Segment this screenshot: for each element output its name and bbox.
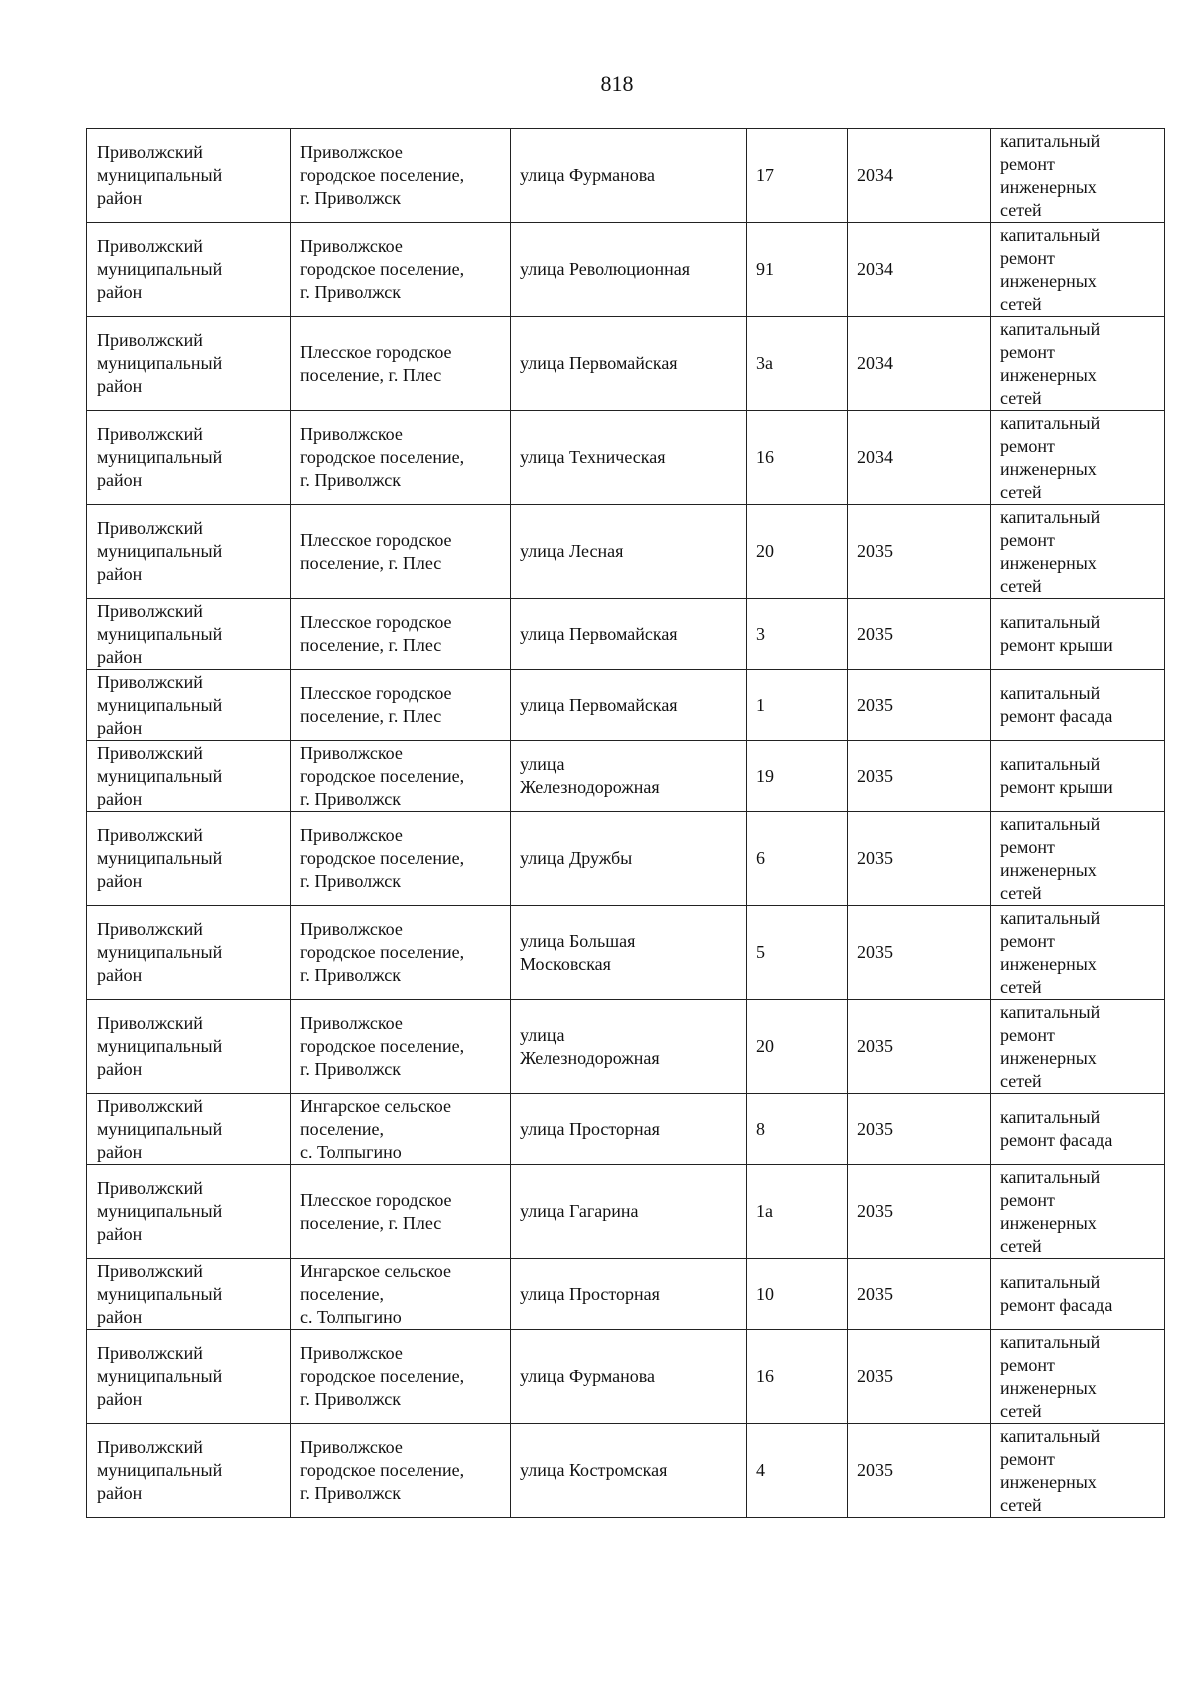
district-cell: Приволжский муниципальный район: [87, 741, 291, 812]
table-row: [87, 1165, 1165, 1259]
district-cell: Приволжский муниципальный район: [87, 505, 291, 599]
street-cell: улица Просторная: [511, 1259, 747, 1330]
settlement-cell: Плесское городское поселение, г. Плес: [291, 670, 511, 741]
district-cell: Приволжский муниципальный район: [87, 317, 291, 411]
repair-schedule-table: [86, 128, 1165, 1518]
house-number-cell: 8: [747, 1094, 848, 1165]
year-cell: 2035: [848, 505, 991, 599]
district-cell: Приволжский муниципальный район: [87, 129, 291, 223]
year-cell: 2035: [848, 599, 991, 670]
street-cell: улица Фурманова: [511, 1330, 747, 1424]
work-type-cell: капитальный ремонт крыши: [991, 599, 1165, 670]
house-number-cell: 1: [747, 670, 848, 741]
table-row: [87, 505, 1165, 599]
work-type-cell: капитальный ремонт фасада: [991, 1094, 1165, 1165]
settlement-cell: Приволжское городское поселение, г. Приволжск: [291, 1330, 511, 1424]
table-row: [87, 1424, 1165, 1518]
work-type-cell: капитальный ремонт инженерных сетей: [991, 906, 1165, 1000]
settlement-cell: Приволжское городское поселение, г. Приволжск: [291, 1424, 511, 1518]
year-cell: 2035: [848, 1259, 991, 1330]
settlement-cell: Приволжское городское поселение, г. Приволжск: [291, 906, 511, 1000]
house-number-cell: 3а: [747, 317, 848, 411]
house-number-cell: 6: [747, 812, 848, 906]
table-row: [87, 129, 1165, 223]
house-number-cell: 4: [747, 1424, 848, 1518]
year-cell: 2035: [848, 670, 991, 741]
settlement-cell: Приволжское городское поселение, г. Приволжск: [291, 223, 511, 317]
street-cell: улица Дружбы: [511, 812, 747, 906]
work-type-cell: капитальный ремонт инженерных сетей: [991, 223, 1165, 317]
year-cell: 2035: [848, 906, 991, 1000]
district-cell: Приволжский муниципальный район: [87, 1259, 291, 1330]
street-cell: улица Просторная: [511, 1094, 747, 1165]
table-row: [87, 906, 1165, 1000]
house-number-cell: 19: [747, 741, 848, 812]
house-number-cell: 20: [747, 1000, 848, 1094]
year-cell: 2035: [848, 1094, 991, 1165]
street-cell: улица Техническая: [511, 411, 747, 505]
settlement-cell: Приволжское городское поселение, г. Приволжск: [291, 411, 511, 505]
settlement-cell: Плесское городское поселение, г. Плес: [291, 505, 511, 599]
year-cell: 2034: [848, 129, 991, 223]
street-cell: улица Железнодорожная: [511, 741, 747, 812]
district-cell: Приволжский муниципальный район: [87, 411, 291, 505]
work-type-cell: капитальный ремонт инженерных сетей: [991, 505, 1165, 599]
table-row: [87, 599, 1165, 670]
street-cell: улица Первомайская: [511, 670, 747, 741]
district-cell: Приволжский муниципальный район: [87, 1094, 291, 1165]
year-cell: 2035: [848, 812, 991, 906]
work-type-cell: капитальный ремонт инженерных сетей: [991, 411, 1165, 505]
work-type-cell: капитальный ремонт инженерных сетей: [991, 1165, 1165, 1259]
year-cell: 2034: [848, 223, 991, 317]
street-cell: улица Первомайская: [511, 317, 747, 411]
year-cell: 2034: [848, 411, 991, 505]
district-cell: Приволжский муниципальный район: [87, 599, 291, 670]
house-number-cell: 10: [747, 1259, 848, 1330]
work-type-cell: капитальный ремонт инженерных сетей: [991, 812, 1165, 906]
settlement-cell: Приволжское городское поселение, г. Приволжск: [291, 741, 511, 812]
settlement-cell: Приволжское городское поселение, г. Приволжск: [291, 812, 511, 906]
house-number-cell: 20: [747, 505, 848, 599]
street-cell: улица Революционная: [511, 223, 747, 317]
table-row: [87, 1259, 1165, 1330]
district-cell: Приволжский муниципальный район: [87, 1424, 291, 1518]
work-type-cell: капитальный ремонт инженерных сетей: [991, 317, 1165, 411]
table-row: [87, 1000, 1165, 1094]
table-row: [87, 1330, 1165, 1424]
district-cell: Приволжский муниципальный район: [87, 812, 291, 906]
page-number: 818: [600, 71, 634, 96]
house-number-cell: 91: [747, 223, 848, 317]
district-cell: Приволжский муниципальный район: [87, 223, 291, 317]
house-number-cell: 3: [747, 599, 848, 670]
settlement-cell: Приволжское городское поселение, г. Приволжск: [291, 129, 511, 223]
house-number-cell: 5: [747, 906, 848, 1000]
house-number-cell: 17: [747, 129, 848, 223]
street-cell: улица Фурманова: [511, 129, 747, 223]
settlement-cell: Приволжское городское поселение, г. Приволжск: [291, 1000, 511, 1094]
house-number-cell: 1а: [747, 1165, 848, 1259]
table-row: [87, 741, 1165, 812]
year-cell: 2035: [848, 1330, 991, 1424]
settlement-cell: Плесское городское поселение, г. Плес: [291, 317, 511, 411]
work-type-cell: капитальный ремонт крыши: [991, 741, 1165, 812]
table-row: [87, 317, 1165, 411]
district-cell: Приволжский муниципальный район: [87, 670, 291, 741]
house-number-cell: 16: [747, 411, 848, 505]
district-cell: Приволжский муниципальный район: [87, 1330, 291, 1424]
street-cell: улица Первомайская: [511, 599, 747, 670]
table-row: [87, 223, 1165, 317]
work-type-cell: капитальный ремонт фасада: [991, 670, 1165, 741]
house-number-cell: 16: [747, 1330, 848, 1424]
year-cell: 2035: [848, 1000, 991, 1094]
settlement-cell: Ингарское сельское поселение, с. Толпыгино: [291, 1259, 511, 1330]
table-row: [87, 1094, 1165, 1165]
table-row: [87, 670, 1165, 741]
settlement-cell: Ингарское сельское поселение, с. Толпыгино: [291, 1094, 511, 1165]
street-cell: улица Большая Московская: [511, 906, 747, 1000]
work-type-cell: капитальный ремонт инженерных сетей: [991, 1000, 1165, 1094]
year-cell: 2035: [848, 1424, 991, 1518]
settlement-cell: Плесское городское поселение, г. Плес: [291, 1165, 511, 1259]
street-cell: улица Лесная: [511, 505, 747, 599]
work-type-cell: капитальный ремонт фасада: [991, 1259, 1165, 1330]
district-cell: Приволжский муниципальный район: [87, 1000, 291, 1094]
work-type-cell: капитальный ремонт инженерных сетей: [991, 1424, 1165, 1518]
table-row: [87, 812, 1165, 906]
district-cell: Приволжский муниципальный район: [87, 906, 291, 1000]
street-cell: улица Железнодорожная: [511, 1000, 747, 1094]
year-cell: 2035: [848, 741, 991, 812]
street-cell: улица Гагарина: [511, 1165, 747, 1259]
street-cell: улица Костромская: [511, 1424, 747, 1518]
year-cell: 2035: [848, 1165, 991, 1259]
district-cell: Приволжский муниципальный район: [87, 1165, 291, 1259]
year-cell: 2034: [848, 317, 991, 411]
table-body: [87, 129, 1165, 1518]
table-row: [87, 411, 1165, 505]
settlement-cell: Плесское городское поселение, г. Плес: [291, 599, 511, 670]
work-type-cell: капитальный ремонт инженерных сетей: [991, 1330, 1165, 1424]
work-type-cell: капитальный ремонт инженерных сетей: [991, 129, 1165, 223]
